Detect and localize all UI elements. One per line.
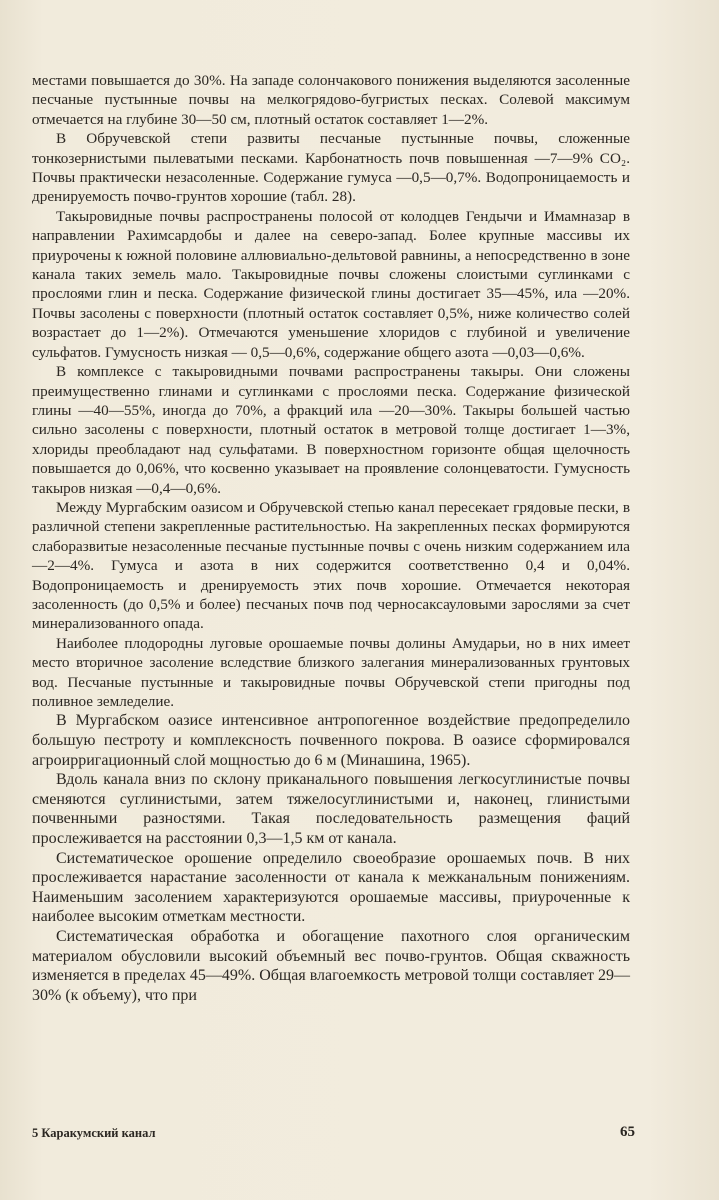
body-text: [32, 71, 630, 1005]
paragraph: В Обручевской степи развиты песчаные пустынные почвы, сложенные тонкозернистыми пылеватыми песками. Карбонатность почв повышенная —7—9% CO₂. Почвы практически незасоленные. Содержание гумуса —0,5—0,7%. Водопроницаемость и дренируемость почво-грунтов хорошие (табл. 28).: [32, 130, 630, 206]
page-number: 65: [620, 1124, 635, 1140]
page-footer: [32, 1124, 635, 1144]
paragraph: В комплексе с такыровидными почвами распространены такыры. Они сложены преимущественно глинами и суглинками с прослоями песка. Содержание физической глины —40—55%, иногда до 70%, а фракций ила —20—30%. Такыры большей частью сильно засолены с поверхности, плотный остаток в метровой толще достигает 1—3%, хлориды преобладают над сульфатами. В поверхностном горизонте общая щелочность повышается до 0,06%, что косвенно указывает на проявление солонцеватости. Гумусность такыров низкая —0,4—0,6%.: [32, 363, 630, 497]
paragraph: Систематическое орошение определило своеобразие орошаемых почв. В них прослеживается нарастание засоленности от канала к межканальным понижениям. Наименьшим засолением характеризуются орошаемые массивы, приуроченные к наиболее высоким отметкам местности.: [32, 849, 630, 926]
paragraph: В Мургабском оазисе интенсивное антропогенное воздействие предопределило большую пестроту и комплексность почвенного покрова. В оазисе сформировался агроирригационный слой мощностью до 6 м (Минашина, 1965).: [32, 712, 630, 769]
paragraph: Систематическая обработка и обогащение пахотного слоя органическим материалом обусловили высокий объемный вес почво-грунтов. Общая скважность изменяется в пределах 45—49%. Общая влагоемкость метровой толщи составляет 29—30% (к объему), что при: [32, 927, 630, 1004]
paragraph: Между Мургабским оазисом и Обручевской степью канал пересекает грядовые пески, в различной степени закрепленные растительностью. На закрепленных песках формируются слаборазвитые незасоленные песчаные пустынные почвы с очень низким содержанием ила —2—4%. Гумуса и азота в них содержится соответственно 0,4 и 0,04%. Водопроницаемость и дренируемость этих почв хорошие. Отмечается некоторая засоленность (до 0,5% и более) песчаных почв под черносаксауловыми зарослями за счет минерализованного опада.: [32, 498, 630, 633]
paragraph: Наиболее плодородны луговые орошаемые почвы долины Амударьи, но в них имеет место вторичное засоление вследствие близкого залегания минерализованных грунтовых вод. Песчаные пустынные и такыровидные почвы Обручевской степи пригодны под поливное земледелие.: [32, 634, 630, 710]
paragraph: Вдоль канала вниз по склону приканального повышения легкосуглинистые почвы сменяются суглинистыми, затем тяжелосуглинистыми и, наконец, глинистыми почвенными разностями. Такая последовательность размещения фаций прослеживается на расстоянии 0,3—1,5 км от канала.: [32, 771, 630, 847]
running-head: 5 Каракумский канал: [32, 1126, 156, 1140]
paragraph: Такыровидные почвы распространены полосой от колодцев Гендычи и Имамназар в направлении Рахимсардобы и далее на северо-запад. Более крупные массивы их приурочены к южной половине аллювиально-дельтовой равнины, а непосредственно в зоне канала таких земель мало. Такыровидные почвы сложены слоистыми суглинками с прослоями глин и песка. Содержание физической глины достигает 35—45%, ила —20%. Почвы засолены с поверхности (плотный остаток составляет 0,5%, ниже количество солей возрастает до 1—2%). Отмечаются уменьшение хлоридов с глубиной и увеличение сульфатов. Гумусность низкая — 0,5—0,6%, содержание общего азота —0,03—0,6%.: [32, 207, 630, 361]
paragraph: местами повышается до 30%. На западе солончакового понижения выделяются засоленные песчаные пустынные почвы на мелкогрядово-бугристых песках. Солевой максимум отмечается на глубине 30—50 см, плотный остаток составляет 1—2%.: [32, 72, 630, 128]
